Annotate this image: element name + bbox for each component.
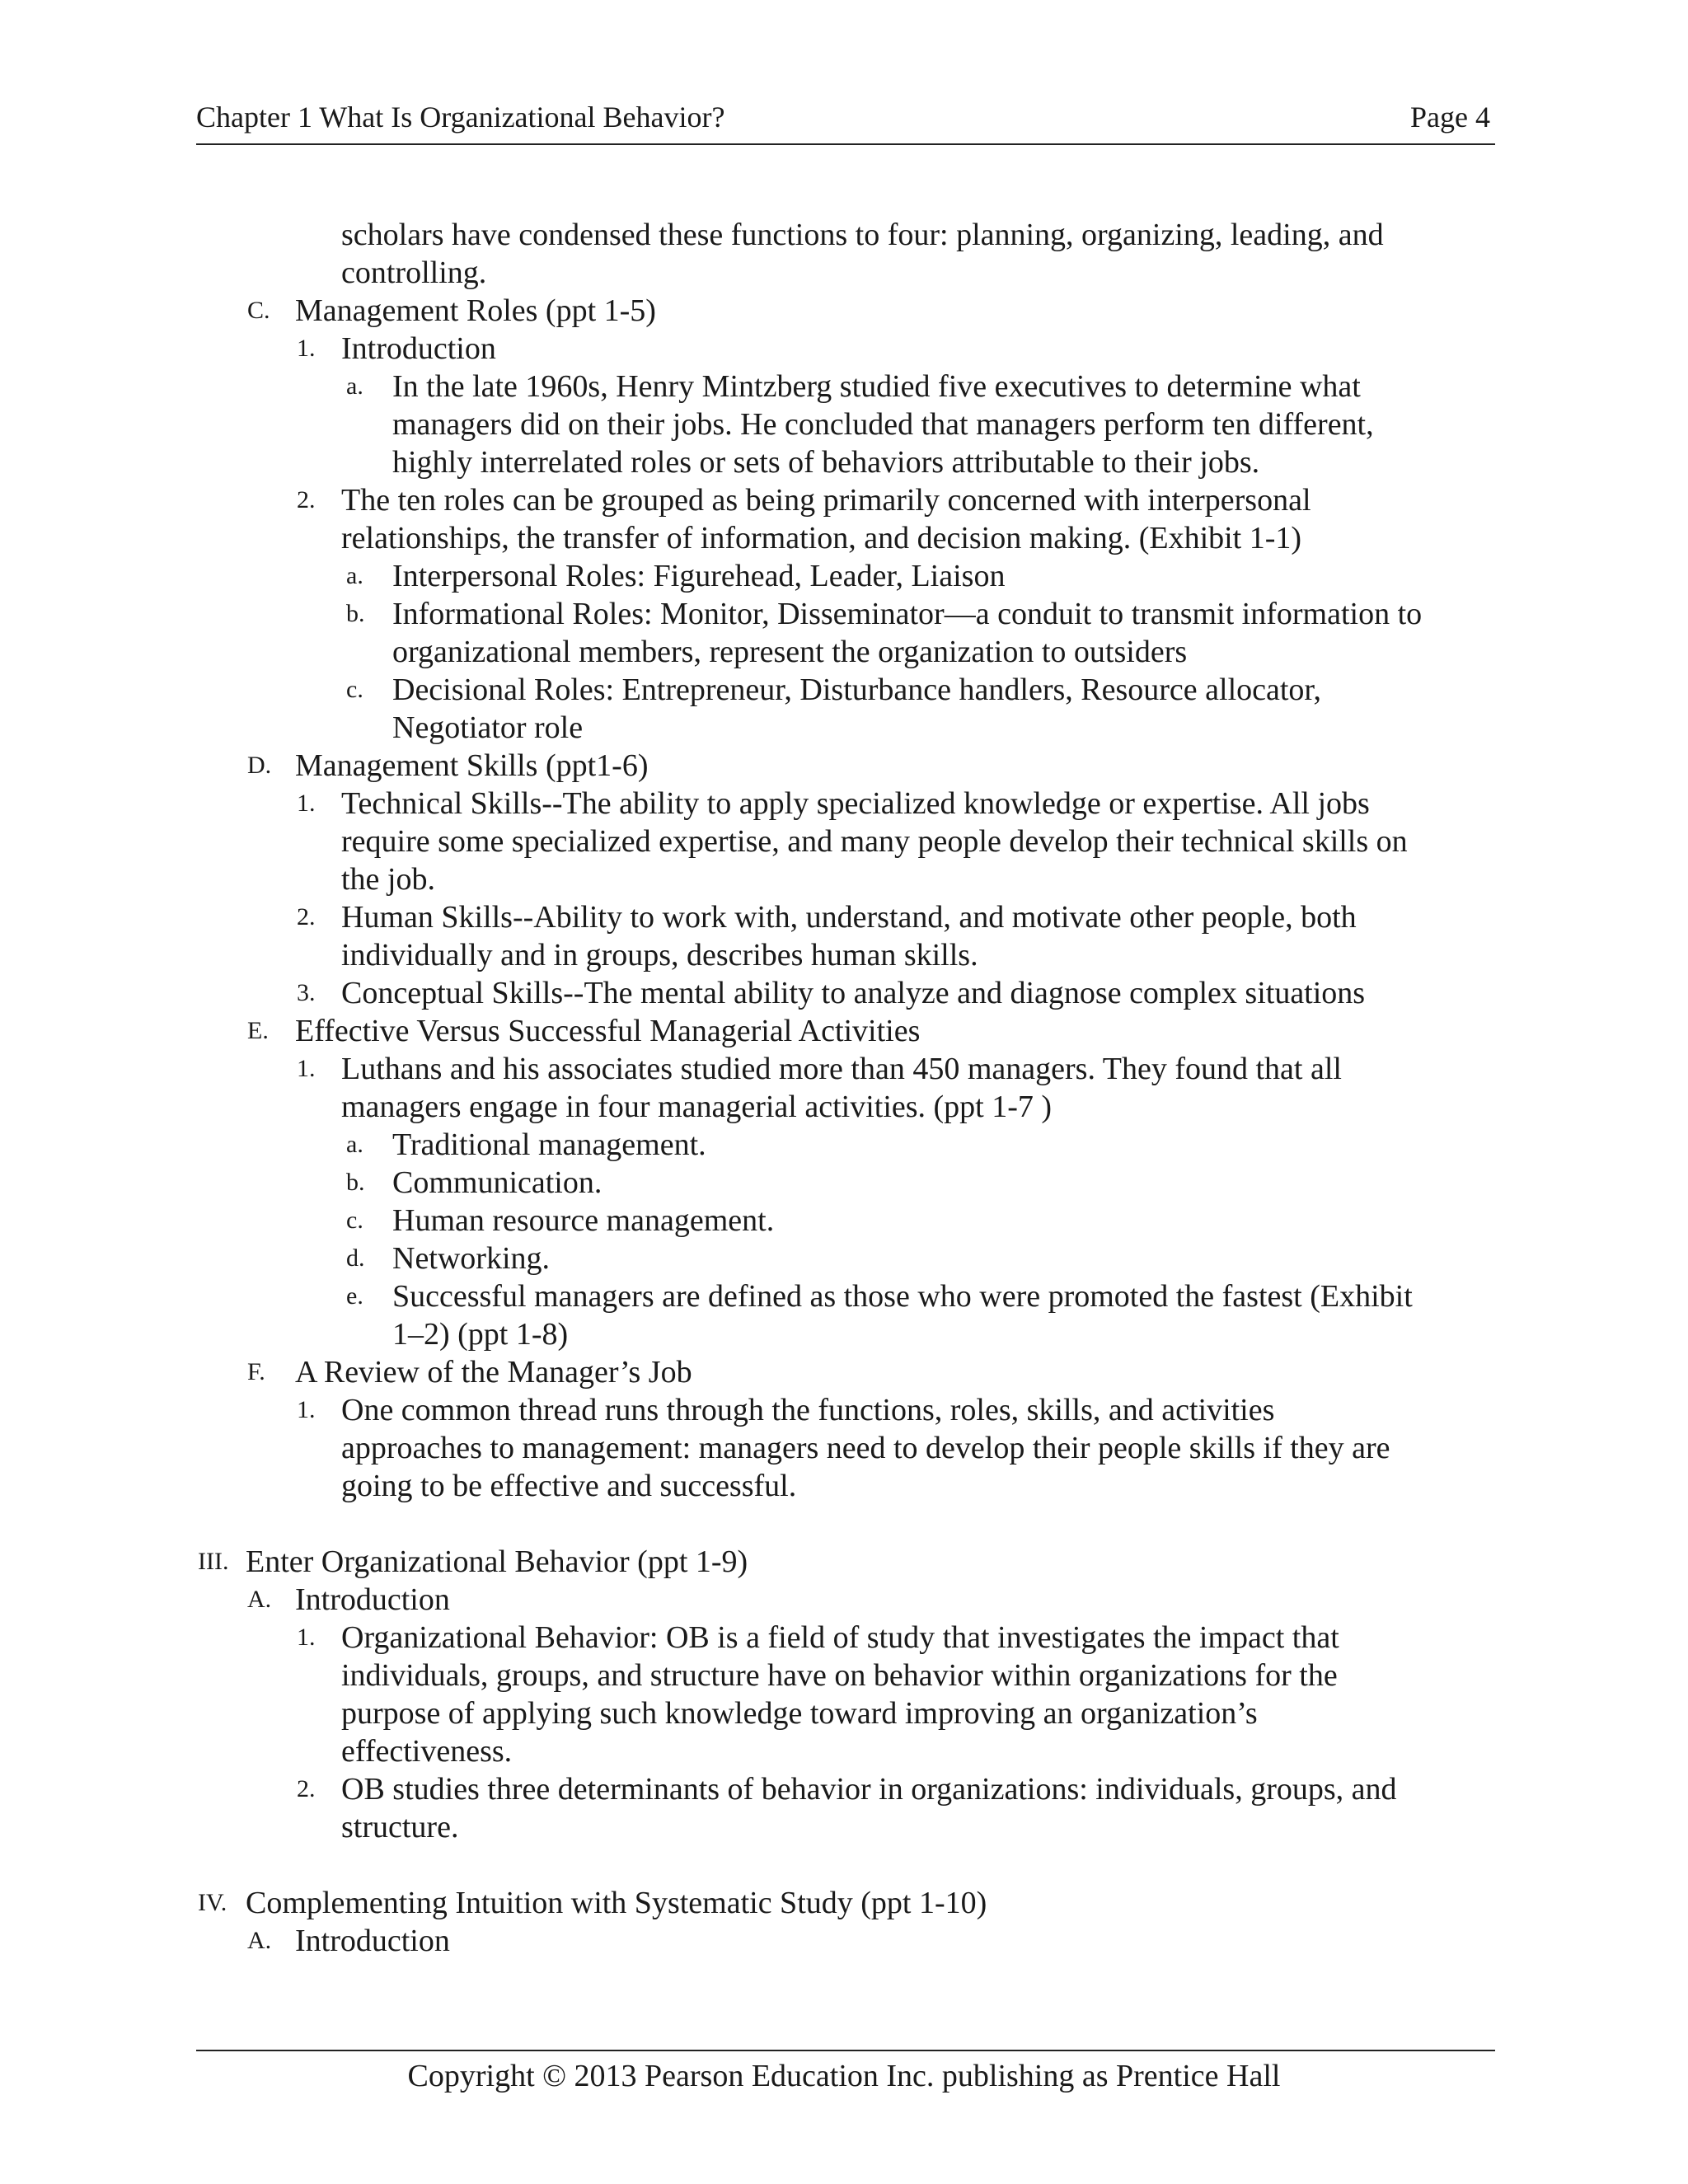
outline-line: Interpersonal Roles: Figurehead, Leader, Liaison (392, 559, 1006, 593)
outline-marker: 2. (297, 1775, 316, 1802)
outline-marker: IV. (198, 1889, 227, 1916)
outline-line: Successful managers are defined as those who were promoted the fastest (Exhibit (392, 1279, 1413, 1314)
outline-line: individuals, groups, and structure have on behavior within organizations for the (341, 1658, 1338, 1693)
outline-marker: 1. (297, 790, 316, 817)
outline-line: Management Roles (ppt 1-5) (295, 293, 656, 328)
outline-marker: 2. (297, 486, 316, 513)
outline-marker: a. (346, 373, 363, 400)
outline-marker: III. (198, 1548, 229, 1575)
outline-marker: d. (346, 1244, 365, 1272)
outline-line: OB studies three determinants of behavior in organizations: individuals, groups, and (341, 1772, 1397, 1807)
outline-line: managers engage in four managerial activities. (ppt 1-7 ) (341, 1090, 1053, 1124)
outline-line: One common thread runs through the functions, roles, skills, and activities (341, 1393, 1275, 1427)
outline-marker: e. (346, 1282, 363, 1310)
outline-line: structure. (341, 1810, 459, 1844)
outline-line: purpose of applying such knowledge toward improving an organization’s (341, 1696, 1258, 1731)
outline-line: Organizational Behavior: OB is a field of study that investigates the impact that (341, 1620, 1339, 1655)
outline-line: Introduction (341, 331, 496, 366)
outline-marker: b. (346, 1169, 365, 1196)
outline-line: A Review of the Manager’s Job (295, 1355, 692, 1390)
outline-line: Communication. (392, 1165, 603, 1200)
outline-line: Informational Roles: Monitor, Disseminator—a conduit to transmit information to (392, 597, 1423, 631)
outline-marker: 2. (297, 903, 316, 930)
page-number: Page 4 (1410, 101, 1490, 134)
outline-line: Introduction (295, 1582, 450, 1617)
outline-line: Networking. (392, 1241, 551, 1276)
outline-line: Negotiator role (392, 710, 584, 745)
outline-line: the job. (341, 862, 435, 897)
copyright-footer: Copyright © 2013 Pearson Education Inc. publishing as Prentice Hall (407, 2059, 1281, 2093)
outline-line: Technical Skills--The ability to apply specialized knowledge or expertise. All jobs (341, 786, 1370, 821)
outline-line: managers did on their jobs. He concluded that managers perform ten different, (392, 407, 1374, 442)
outline-line: Effective Versus Successful Managerial Activities (295, 1014, 921, 1048)
outline-line: individually and in groups, describes human skills. (341, 938, 978, 972)
outline-line: going to be effective and successful. (341, 1469, 797, 1503)
outline-line: approaches to management: managers need to develop their people skills if they are (341, 1431, 1390, 1465)
outline-marker: D. (247, 752, 272, 779)
outline-marker: a. (346, 562, 363, 589)
outline-marker: 1. (297, 335, 316, 362)
outline-marker: A. (247, 1586, 272, 1613)
outline-marker: 3. (297, 979, 316, 1006)
outline-line: Human Skills--Ability to work with, understand, and motivate other people, both (341, 900, 1357, 935)
outline-line: Conceptual Skills--The mental ability to analyze and diagnose complex situations (341, 976, 1366, 1010)
outline-line: Complementing Intuition with Systematic Study (ppt 1-10) (246, 1886, 987, 1920)
outline-line: Management Skills (ppt1-6) (295, 748, 649, 783)
outline-marker: E. (247, 1017, 269, 1044)
outline-marker: c. (346, 1207, 363, 1234)
outline-line: highly interrelated roles or sets of behaviors attributable to their jobs. (392, 445, 1260, 480)
outline-marker: b. (346, 600, 365, 627)
outline-line: organizational members, represent the organization to outsiders (392, 635, 1188, 669)
outline-line: In the late 1960s, Henry Mintzberg studied five executives to determine what (392, 369, 1361, 404)
outline-line: scholars have condensed these functions to four: planning, organizing, leading, and (341, 218, 1384, 252)
outline-marker: 1. (297, 1055, 316, 1082)
outline-line: Luthans and his associates studied more than 450 managers. They found that all (341, 1052, 1342, 1086)
outline-line: Introduction (295, 1924, 450, 1958)
outline-line: Traditional management. (392, 1127, 706, 1162)
outline-line: The ten roles can be grouped as being primarily concerned with interpersonal (341, 483, 1311, 518)
outline-line: require some specialized expertise, and many people develop their technical skills on (341, 824, 1408, 859)
outline-line: 1–2) (ppt 1-8) (392, 1317, 569, 1352)
outline-marker: a. (346, 1131, 363, 1158)
outline-line: relationships, the transfer of information, and decision making. (Exhibit 1-1) (341, 521, 1302, 555)
footer-rule (196, 2050, 1495, 2051)
outline-marker: A. (247, 1927, 272, 1954)
outline-marker: 1. (297, 1624, 316, 1651)
outline-line: controlling. (341, 255, 487, 290)
outline-line: Enter Organizational Behavior (ppt 1-9) (246, 1544, 748, 1579)
outline-line: Decisional Roles: Entrepreneur, Disturbance handlers, Resource allocator, (392, 673, 1322, 707)
outline-marker: c. (346, 676, 363, 703)
outline-marker: 1. (297, 1396, 316, 1423)
outline-marker: F. (247, 1358, 265, 1385)
chapter-title: Chapter 1 What Is Organizational Behavior? (196, 101, 725, 134)
outline-marker: C. (247, 297, 270, 324)
outline-line: Human resource management. (392, 1203, 775, 1238)
outline-line: effectiveness. (341, 1734, 513, 1769)
